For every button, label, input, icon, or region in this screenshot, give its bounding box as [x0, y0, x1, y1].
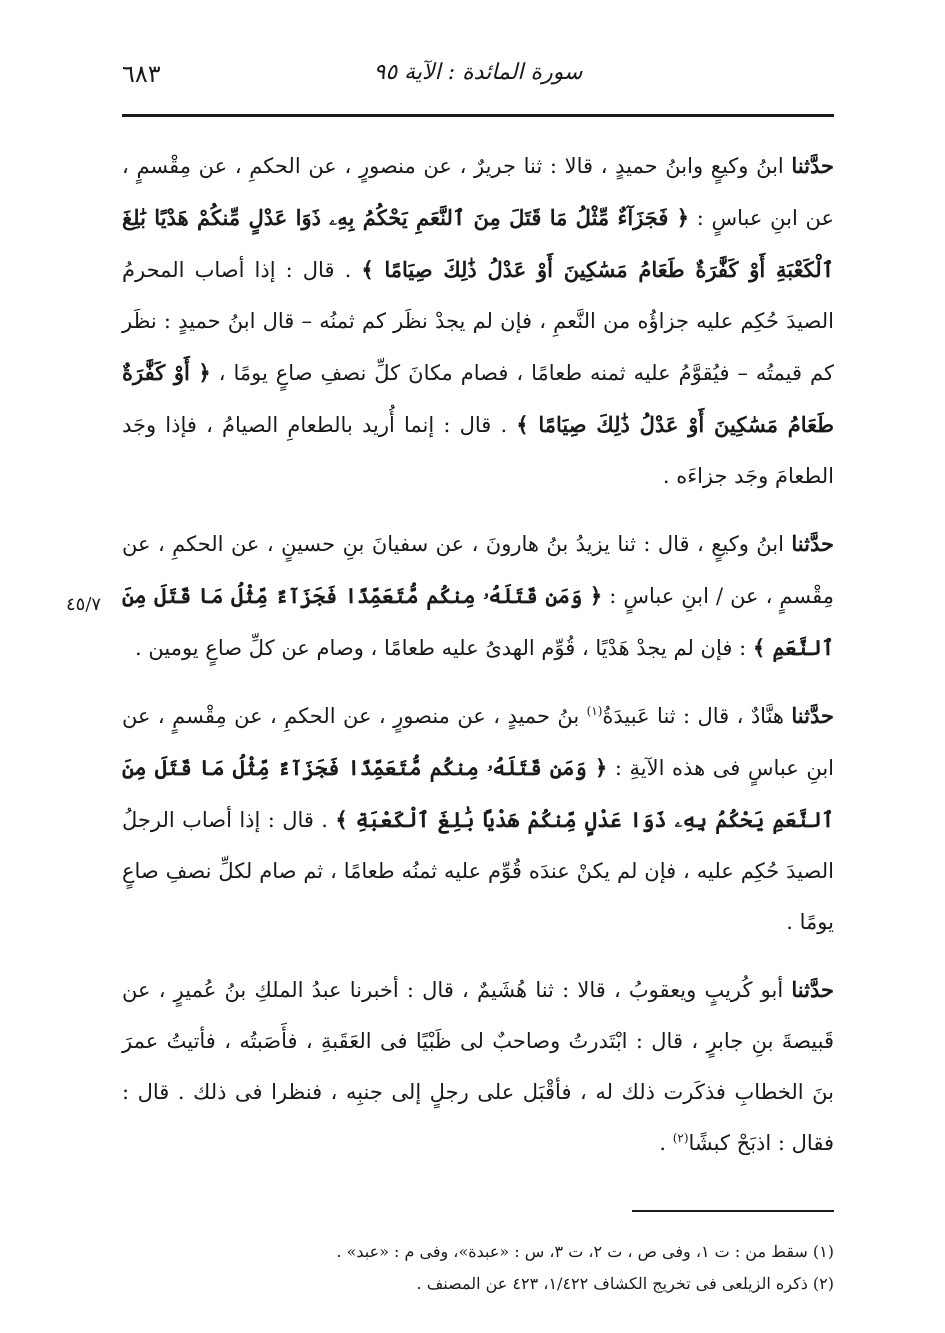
footnotes	[122, 1236, 834, 1300]
footnote-rule	[632, 1210, 834, 1212]
paragraph-lead-word: حدَّثنا	[791, 977, 834, 1002]
surah-title: سورة المائدة : الآية ٩٥	[373, 60, 583, 85]
footnote-marker: (٢)	[672, 1131, 689, 1145]
paragraph-text: .	[659, 1131, 673, 1155]
paragraph-text: ابنُ وكيعٍ ، قال : ثنا يزيدُ بنُ هارونَ ، عن سفيانَ بنِ حسينٍ ، عن الحكمِ ، عن مِقْسمٍ ، عن / ابنِ عباسٍ :	[122, 532, 834, 608]
paragraph-text: أبو كُريبٍ ويعقوبُ ، قالا : ثنا هُشَيمٌ ، قال : أخبرنا عبدُ الملكِ بنُ عُميرٍ ، عن قَبيصةَ بنِ جابرٍ ، قال : ابْتَدرتُ وصاحبٌ لى ظَبْيًا فى العَقَبةِ ، فأَصَبتُه ، فأتيتُ عمرَ بنَ الخطابِ فذكَرت ذلك له ، فأقْبَل على رجلٍ إلى جنبِه ، فنظرا فى ذلك . قال : فقال : اذبَحْ كبشًا	[122, 978, 834, 1155]
paragraph-4	[122, 964, 834, 1169]
quran-verse: ﴿ أَوْ كَفَّٰرَةٌ طَعَامُ مَسَٰكِينَ أَوْ عَدْلُ ذَٰلِكَ صِيَامًا ﴾	[122, 360, 834, 437]
main-text	[122, 140, 834, 1169]
running-header	[122, 60, 834, 100]
footnote-1: (١) سقط من : ت ١، وفى ص ، ت ٢، ت ٣، س : «عبدة»، وفى م : «عبد» .	[336, 1242, 834, 1261]
paragraph-text: : فإن لم يجدْ هَدْيًا ، قُوِّم الهدىُ عليه طعامًا ، وصام عن كلِّ صاعٍ يومين .	[135, 636, 753, 660]
paragraph-2	[122, 518, 834, 674]
margin-reference: ٤٥/٧	[66, 594, 102, 615]
paragraph-1	[122, 140, 834, 502]
page-number: ٦٨٣	[122, 60, 161, 88]
paragraph-3	[122, 690, 834, 948]
paragraph-text: ابنُ وكيعٍ وابنُ حميدٍ ، قالا : ثنا جريرٌ ، عن منصورٍ ، عن الحكمِ ، عن مِقْسمٍ ، عن ابنِ عباسٍ :	[122, 154, 835, 230]
paragraph-text: هنَّادٌ ، قال : ثنا عَبيدَةُ	[602, 704, 792, 728]
paragraph-text: . قال : إذا أصاب المحرمُ الصيدَ حُكِم عليه جزاؤُه من النَّعمِ ، فإن لم يجدْ نظَر كم ثمنُه – قال ابنُ حميدٍ : نظَر كم قيمتُه – فيُقوَّمُ عليه ثمنه طعامًا ، فصام مكانَ كلِّ نصفِ صاعٍ يومًا ،	[122, 258, 834, 385]
paragraph-text: بنُ حميدٍ ، عن منصورٍ ، عن الحكمِ ، عن مِقْسمٍ ، عن ابنِ عباسٍ فى هذه الآيةِ :	[122, 704, 835, 780]
header-rule	[122, 114, 834, 117]
quran-verse: ﴿ فَجَزَآءٌ مِّثْلُ مَا قَتَلَ مِنَ ٱلنَّعَمِ يَحْكُمُ بِهِۦ ذَوَا عَدْلٍ مِّنكُمْ هَدْيًا بَٰلِغَ ٱلْكَعْبَةِ أَوْ كَفَّٰرَةٌ طَعَامُ مَسَٰكِينَ أَوْ عَدْلُ ذَٰلِكَ صِيَامًا ﴾	[122, 205, 834, 282]
quran-verse: ﴿ وَمَن قَتَلَهُۥ مِنكُم مُّتَعَمِّدًا فَجَزَآءٌ مِّثْلُ مَا قَتَلَ مِنَ ٱلنَّعَمِ يَحْكُمُ بِهِۦ ذَوَا عَدْلٍ مِّنكُمْ هَدْيًا بَٰلِغَ ٱلْكَعْبَةِ ﴾	[122, 755, 835, 832]
paragraph-lead-word: حدَّثنا	[791, 531, 834, 556]
paragraph-text: . قال : إذا أصاب الرجلُ الصيدَ حُكِم عليه ، فإن لم يكنْ عندَه قُوِّم عليه ثمنُه طعامًا ، ثم صام لكلِّ نصفِ صاعٍ يومًا .	[122, 808, 834, 934]
quran-verse: ﴿ وَمَن قَتَلَهُۥ مِنكُم مُّتَعَمِّدًا فَجَزَآءٌ مِّثْلُ مَا قَتَلَ مِنَ ٱلنَّعَمِ ﴾	[122, 583, 834, 660]
footnote-marker: (١)	[586, 704, 603, 718]
paragraph-lead-word: حدَّثنا	[791, 703, 834, 728]
footnote-2: (٢) ذكره الزيلعى فى تخريج الكشاف ١/٤٢٢، ٤٢٣ عن المصنف .	[416, 1274, 834, 1293]
paragraph-text: . قال : إنما أُريد بالطعامِ الصيامُ ، فإذا وجَد الطعامَ وجَد جزاءَه .	[122, 413, 834, 488]
paragraph-lead-word: حدَّثنا	[791, 153, 835, 178]
